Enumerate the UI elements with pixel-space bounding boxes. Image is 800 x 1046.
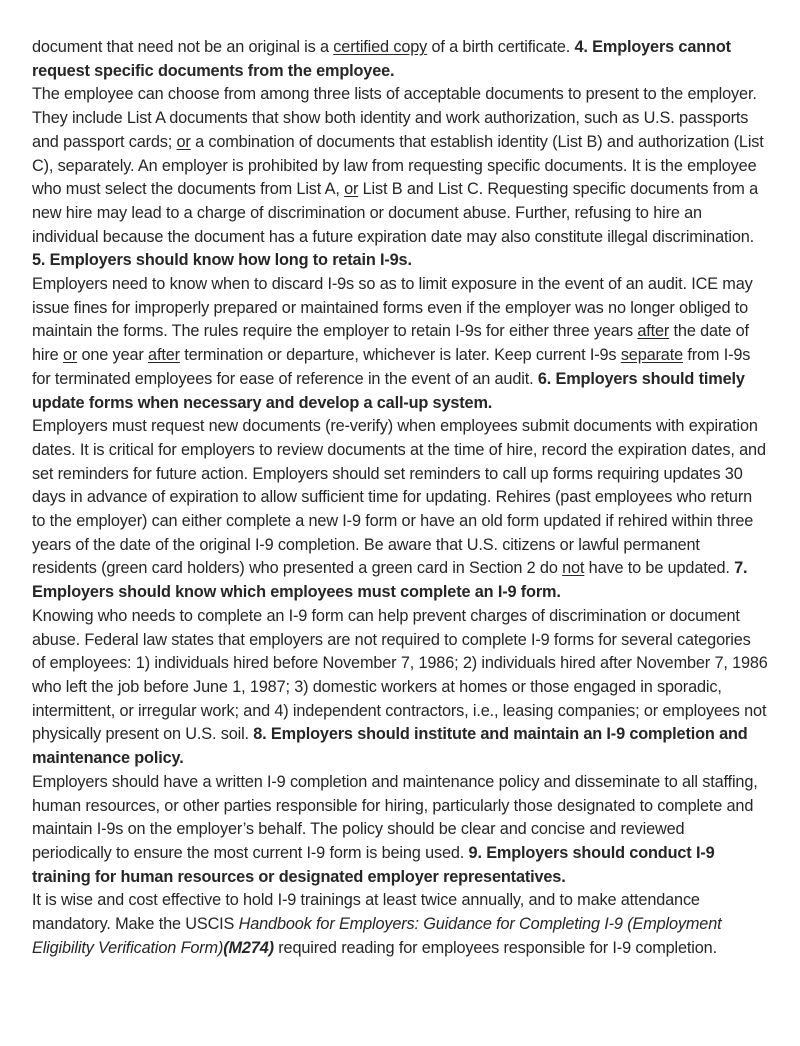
body-text: It is wise and cost effective to hold I-9 trainings at least twice annually, and to make attendance mandatory. Make the USCIS: [32, 891, 700, 934]
section-heading: 9. Employers should conduct I-9 training for human resources or designated employer representatives.: [32, 843, 715, 886]
document-body: [32, 36, 768, 960]
body-text: The employee can choose from among three lists of acceptable documents to present to the employer. They include List A documents that show both identity and work authorization, such as U.S. passports and passport cards;: [32, 85, 757, 151]
body-text: of a birth certificate.: [427, 38, 575, 56]
underlined-text: not: [562, 559, 585, 578]
underlined-text: separate: [620, 346, 683, 365]
body-text: document that need not be an original is a: [32, 38, 334, 56]
body-text: have to be updated.: [584, 559, 735, 578]
body-text: Employers need to know when to discard I-9s so as to limit exposure in the event of an audit. ICE may issue fines for improperly prepared or maintained forms even if the employer was no longer obliged to maintain the forms. The rules require the employer to retain I-9s for either three years: [32, 275, 753, 341]
section-heading: 5. Employers should know how long to retain I-9s.: [32, 251, 412, 270]
section-heading: 8. Employers should institute and maintain an I-9 completion and maintenance policy.: [32, 725, 748, 768]
paragraph: [32, 889, 768, 960]
paragraph: [32, 771, 768, 890]
paragraph: [32, 273, 768, 415]
section-heading: 7. Employers should know which employees must complete an I-9 form.: [32, 559, 748, 602]
underlined-text: after: [637, 322, 670, 341]
body-text: the date of hire: [32, 322, 749, 365]
body-text: termination or departure, whichever is later. Keep current I-9s: [179, 346, 621, 365]
paragraph: [32, 83, 768, 273]
body-text: a combination of documents that establish identity (List B) and authorization (List C), separately. An employer is prohibited by law from requesting specific documents. It is the employee who must select the documents from List A,: [32, 132, 764, 199]
body-text: from I-9s for terminated employees for ease of reference in the event of an audit.: [32, 346, 751, 388]
body-text: one year: [77, 346, 149, 365]
underlined-text: or: [62, 346, 78, 365]
body-text: Employers must request new documents (re-verify) when employees submit documents with expiration dates. It is critical for employers to review documents at the time of hire, record the expiration dates, and set reminders for future action. Employers should set reminders to call up forms requiring updates 30 days in advance of expiration to allow sufficient time for updating. Rehires (past employees who return to the employer) can either complete a new I-9 form or have an old form updated if rehired within three years of the date of the original I-9 completion. Be aware that U.S. citizens or lawful permanent residents (green card holders) who presented a green card in Section 2 do: [32, 417, 766, 578]
underlined-text: after: [148, 346, 180, 365]
body-text: Employers should have a written I-9 completion and maintenance policy and disseminate to all staffing, human resources, or other parties responsible for hiring, particularly those designated to complete and maintain I-9s on the employer’s behalf. The policy should be clear and concise and reviewed periodically to ensure the most current I-9 form is being used.: [32, 772, 758, 862]
paragraph: [32, 605, 768, 771]
form-number: (M274): [223, 938, 274, 957]
underlined-text: certified copy: [333, 38, 428, 56]
underlined-text: or: [344, 180, 359, 199]
underlined-text: or: [176, 132, 191, 151]
body-text: Knowing who needs to complete an I-9 form can help prevent charges of discrimination or document abuse. Federal law states that employers are not required to complete I-9 forms for several categories of employees: 1) individuals hired before November 7, 1986; 2) individuals hired after November 7, 1986 who left the job before June 1, 1987; 3) domestic workers at homes or those engaged in sporadic, intermittent, or irregular work; and 4) independent contractors, i.e., leasing companies; or employees not physically present on U.S. soil.: [32, 606, 768, 744]
body-text: required reading for employees responsible for I-9 completion.: [273, 938, 717, 957]
italic-title: Handbook for Employers: Guidance for Completing I-9 (Employment Eligibility Verification Form): [32, 915, 722, 957]
paragraph: [32, 415, 768, 605]
paragraph: [32, 36, 768, 83]
section-heading: 6. Employers should timely update forms when necessary and develop a call-up system.: [32, 369, 745, 412]
section-heading: 4. Employers cannot request specific documents from the employee.: [32, 38, 731, 80]
body-text: List B and List C. Requesting specific documents from a new hire may lead to a charge of discrimination or document abuse. Further, refusing to hire an individual because the document has a future expiration date may also constitute illegal discrimination.: [32, 180, 758, 246]
